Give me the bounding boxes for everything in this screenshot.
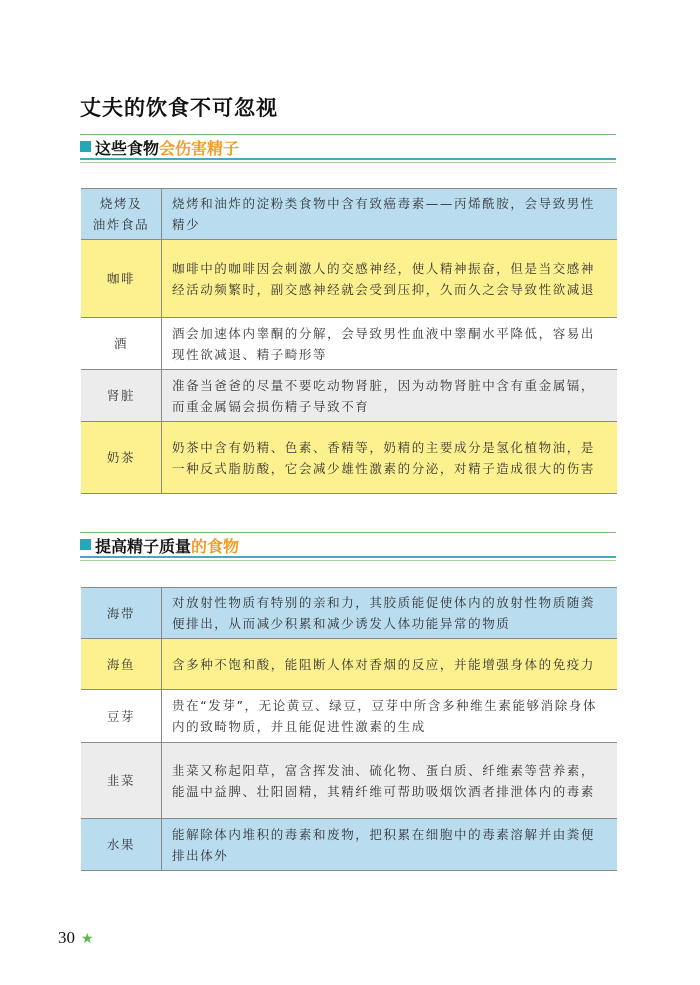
section-heading-harmful [80, 134, 616, 160]
food-desc-cell: 奶茶中含有奶精、色素、香精等，奶精的主要成分是氢化植物油，是一种反式脂肪酸，它会减少雄性激素的分泌，对精子造成很大的伤害 [162, 422, 618, 494]
food-name-cell: 豆芽 [81, 690, 162, 743]
heading-accent-text: 会伤害精子 [159, 139, 240, 158]
table-row [81, 189, 617, 240]
green-star-icon: ★ [81, 932, 94, 947]
food-desc-cell: 能解除体内堆积的毒素和废物，把积累在细胞中的毒素溶解并由粪便排出体外 [162, 819, 618, 871]
heading-rule-top [80, 532, 616, 533]
table-row [81, 370, 617, 422]
food-name-cell: 韭菜 [81, 743, 162, 819]
food-desc-cell: 含多种不饱和酸，能阻断人体对香烟的反应，并能增强身体的免疫力 [162, 639, 618, 690]
harmful-foods-table [81, 188, 617, 494]
food-name-cell: 肾脏 [81, 370, 162, 422]
heading-accent-text: 的食物 [191, 537, 240, 556]
page-footer [58, 928, 94, 948]
food-name-cell: 海鱼 [81, 639, 162, 690]
heading-rule-bottom [80, 158, 616, 160]
heading-rule-top [80, 134, 616, 135]
heading-plain-text: 提高精子质量 [95, 537, 192, 556]
table-row [81, 690, 617, 743]
table-row [81, 588, 617, 639]
beneficial-foods-table [81, 587, 617, 871]
food-desc-cell: 贵在“发芽”，无论黄豆、绿豆，豆芽中所含多种维生素能够消除身体内的致畸物质，并且能促进性激素的生成 [162, 690, 618, 743]
food-name-cell: 水果 [81, 819, 162, 871]
square-marker-icon [80, 539, 91, 550]
food-desc-cell: 对放射性物质有特别的亲和力，其胶质能促使体内的放射性物质随粪便排出，从而减少积累和减少诱发人体功能异常的物质 [162, 588, 618, 639]
page-number: 30 [58, 928, 75, 947]
food-name-cell: 咖啡 [81, 240, 162, 318]
table-row [81, 318, 617, 370]
food-desc-cell: 韭菜又称起阳草，富含挥发油、硫化物、蛋白质、纤维素等营养素，能温中益脾、壮阳固精，其精纤维可帮助吸烟饮酒者排泄体内的毒素 [162, 743, 618, 819]
food-desc-cell: 准备当爸爸的尽量不要吃动物肾脏，因为动物肾脏中含有重金属镉，而重金属镉会损伤精子导致不育 [162, 370, 618, 422]
table-row [81, 240, 617, 318]
food-name-cell: 奶茶 [81, 422, 162, 494]
food-name-cell: 酒 [81, 318, 162, 370]
heading-plain-text: 这些食物 [95, 139, 160, 158]
food-name-cell: 海带 [81, 588, 162, 639]
table-row [81, 819, 617, 871]
page-title: 丈夫的饮食不可忽视 [80, 96, 278, 120]
table-row [81, 422, 617, 494]
section-heading-beneficial [80, 532, 616, 558]
heading-rule-bottom-light [80, 560, 616, 561]
table-row [81, 743, 617, 819]
food-desc-cell: 咖啡中的咖啡因会刺激人的交感神经，使人精神振奋，但是当交感神经活动频繁时，副交感神经就会受到压抑，久而久之会导致性欲减退 [162, 240, 618, 318]
heading-rule-bottom-light [80, 162, 616, 163]
food-desc-cell: 酒会加速体内睾酮的分解，会导致男性血液中睾酮水平降低，容易出现性欲减退、精子畸形等 [162, 318, 618, 370]
table-row [81, 639, 617, 690]
food-desc-cell: 烧烤和油炸的淀粉类食物中含有致癌毒素——丙烯酰胺，会导致男性精少 [162, 189, 618, 240]
square-marker-icon [80, 141, 91, 152]
heading-rule-bottom [80, 556, 616, 558]
food-name-cell: 烧烤及 油炸食品 [81, 189, 162, 240]
